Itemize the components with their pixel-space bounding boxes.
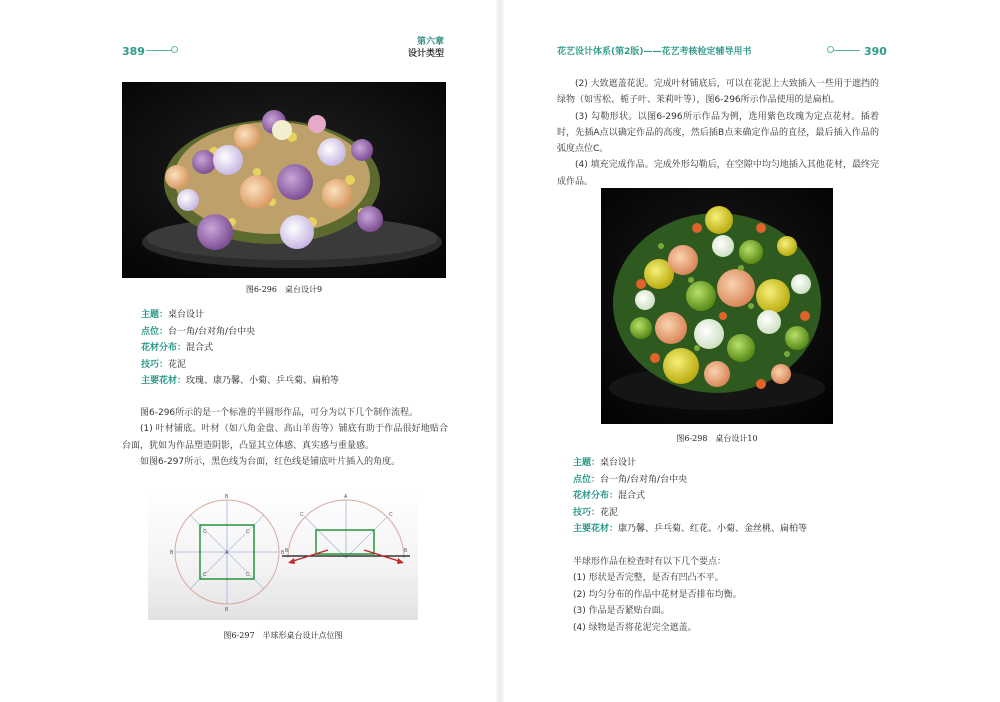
info-technique-label: 技巧： (141, 359, 169, 370)
label-c: C (246, 529, 250, 535)
info-flowers-value: 玫瑰、康乃馨、小菊、乒乓菊、扁柏等 (186, 376, 340, 386)
paragraph: (4) 填充完成作品。完成外形勾勒后，在空隙中均匀地插入其他花材，最终完成作品。 (557, 160, 879, 187)
chapter-title: 第六章 (416, 37, 444, 47)
figure-297-diagram (148, 488, 418, 620)
figure-296-photo (122, 82, 446, 278)
header-dot-left (171, 46, 178, 53)
table-arrangement-9-image (122, 82, 446, 278)
label-b: B (285, 548, 289, 554)
label-c: C (389, 512, 393, 518)
checklist-intro: 半球形作品在检查时有以下几个要点： (573, 557, 727, 567)
info-theme-label: 主题： (573, 458, 601, 468)
paragraph: 图6-296所示的是一个标准的半圆形作品，可分为以下几个制作流程。 (140, 408, 419, 418)
figure-296-info (141, 307, 339, 390)
right-body-text (557, 76, 879, 190)
figure-298-photo (601, 188, 833, 424)
paragraph: (2) 大致遮盖花泥。完成叶材铺底后，可以在花泥上大致插入一些用于遮挡的绿物（如雪松、栀子叶、茉莉叶等），图6-296所示作品使用的是扁柏。 (557, 79, 879, 106)
checklist (573, 554, 742, 636)
info-theme-row (141, 307, 339, 324)
info-theme-label: 主题： (141, 310, 169, 320)
header-rule-left (146, 50, 172, 51)
info-flowers-label: 主要花材： (141, 376, 187, 386)
info-distribution-label: 花材分布： (573, 491, 619, 501)
side-view-diag-1 (305, 517, 346, 558)
left-body-text (122, 405, 448, 470)
chapter-heading (408, 36, 444, 60)
info-position-label: 点位： (141, 326, 169, 337)
checklist-item: (1) 形状是否完整，是否有凹凸不平。 (573, 573, 724, 584)
info-technique-value: 花泥 (168, 359, 187, 370)
figure-297-caption: 图6-297 半球形桌台设计点位图 (223, 631, 343, 640)
paragraph: (3) 勾勒形状。以图6-296所示作品为例，选用紫色玫瑰为定点花材。插着时，先插A点以确定作品的高度，然后插B点来确定作品的直径，最后插入作品的弧度点位C。 (557, 111, 879, 155)
info-flowers-row (573, 521, 807, 538)
right-page (500, 0, 1000, 702)
info-flowers-value: 康乃馨、乒乓菊、红花、小菊、金丝桃、扁柏等 (618, 524, 808, 534)
info-distribution-value: 混合式 (186, 343, 214, 353)
figure-298-info (573, 455, 807, 538)
label-c: C (246, 572, 250, 578)
figure-296-caption: 图6-296 桌台设计9 (245, 285, 323, 294)
info-distribution-label: 花材分布： (141, 343, 187, 353)
running-head: 花艺设计体系(第2版)——花艺考核检定辅导用书 (557, 47, 752, 57)
figure-298-caption: 图6-298 桌台设计10 (676, 434, 758, 443)
header-dot-right (827, 46, 834, 53)
info-technique-label: 技巧： (573, 507, 601, 518)
info-theme-value: 桌台设计 (168, 310, 205, 320)
paragraph: (1) 叶材铺底。叶材（如八角金盘、高山羊齿等）铺底有助于作品很好地贴合台面，犹如为作品塑造阴影，凸显其立体感、真实感与重量感。 (122, 424, 448, 451)
info-position-row (141, 324, 339, 341)
info-distribution-value: 混合式 (618, 491, 646, 501)
info-distribution-row (141, 340, 339, 357)
info-distribution-row (573, 488, 807, 505)
label-a: A (344, 494, 348, 500)
label-c: C (203, 529, 207, 535)
label-b: B (281, 550, 285, 556)
info-flowers-row (141, 373, 339, 390)
info-flowers-label: 主要花材： (573, 524, 619, 534)
info-technique-row (573, 505, 807, 522)
checklist-item: (2) 均匀分布的作品中花材是否排布均衡。 (573, 589, 742, 600)
info-technique-row (141, 357, 339, 374)
header-rule-right (834, 50, 860, 51)
info-position-row (573, 472, 807, 489)
info-position-value: 台一角/台对角/台中央 (600, 474, 688, 485)
checklist-item: (3) 作品是否紧贴台面。 (573, 606, 670, 617)
info-position-label: 点位： (573, 474, 601, 485)
label-b: B (225, 607, 229, 613)
paragraph: 如图6-297所示，黑色线为台面，红色线是铺底叶片插入的角度。 (140, 456, 401, 467)
side-view-diag-2 (346, 517, 387, 558)
label-c: C (300, 512, 304, 518)
table-arrangement-10-image (601, 188, 833, 424)
chapter-subtitle: 设计类型 (407, 49, 444, 59)
page-number-right: 390 (864, 45, 887, 58)
page-number-left: 389 (122, 45, 145, 58)
label-a: A (225, 550, 229, 556)
checklist-item: (4) 绿物是否将花泥完全遮盖。 (573, 622, 697, 633)
label-b: B (404, 548, 408, 554)
info-theme-value: 桌台设计 (600, 458, 637, 468)
hemisphere-placement-diagram (148, 488, 418, 620)
info-theme-row (573, 455, 807, 472)
label-c: C (203, 572, 207, 578)
info-position-value: 台一角/台对角/台中央 (168, 326, 256, 337)
label-b: B (225, 494, 229, 500)
label-b: B (170, 550, 174, 556)
info-technique-value: 花泥 (600, 507, 619, 518)
